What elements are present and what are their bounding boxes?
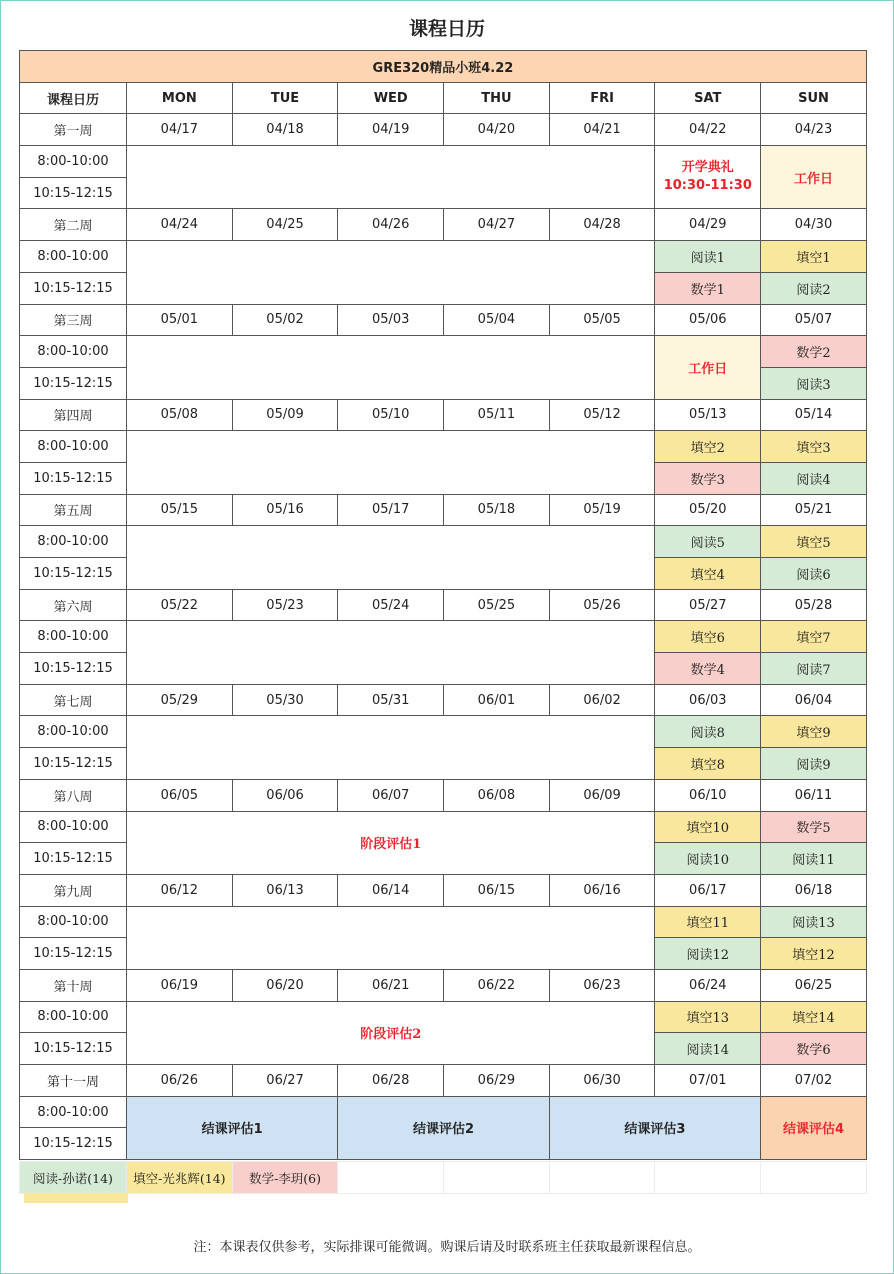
session-fill-blank: 填空3 [761, 431, 867, 463]
day-header-mon: MON [127, 82, 233, 114]
week-label: 第一周 [20, 114, 127, 146]
class-banner: GRE320精品小班4.22 [20, 51, 867, 83]
date-cell: 05/28 [761, 589, 867, 621]
time-slot-morning: 8:00-10:00 [20, 526, 127, 558]
session-math: 数学1 [655, 272, 761, 304]
week-label: 第二周 [20, 209, 127, 241]
session-fill-blank: 填空1 [761, 241, 867, 273]
date-cell: 05/26 [549, 589, 655, 621]
date-cell: 05/14 [761, 399, 867, 431]
session-math: 数学5 [761, 811, 867, 843]
time-slot-morning: 8:00-10:00 [20, 621, 127, 653]
session-reading: 阅读5 [655, 526, 761, 558]
date-cell: 06/19 [127, 969, 233, 1001]
opening-ceremony-label: 开学典礼 [681, 160, 734, 176]
final-evaluation-1: 结课评估1 [127, 1096, 338, 1159]
date-cell: 06/10 [655, 779, 761, 811]
session-math: 数学3 [655, 462, 761, 494]
workday-cell: 工作日 [655, 336, 761, 399]
time-slot-late-morning: 10:15-12:15 [20, 748, 127, 780]
date-cell: 05/10 [338, 399, 444, 431]
date-cell: 04/29 [655, 209, 761, 241]
day-header-fri: FRI [549, 82, 655, 114]
week-row [20, 684, 867, 716]
date-cell: 06/06 [232, 779, 338, 811]
date-cell: 05/24 [338, 589, 444, 621]
date-cell: 05/30 [232, 684, 338, 716]
date-cell: 05/09 [232, 399, 338, 431]
session-fill-blank: 填空4 [655, 558, 761, 590]
date-cell: 04/27 [444, 209, 550, 241]
weekday-block [127, 716, 655, 779]
date-cell: 05/20 [655, 494, 761, 526]
date-cell: 05/18 [444, 494, 550, 526]
date-cell: 06/08 [444, 779, 550, 811]
date-cell: 06/03 [655, 684, 761, 716]
date-cell: 05/19 [549, 494, 655, 526]
date-cell: 06/20 [232, 969, 338, 1001]
legend-math: 数学-李玥(6) [232, 1162, 338, 1194]
corner-header: 课程日历 [20, 82, 127, 114]
week-label: 第六周 [20, 589, 127, 621]
legend-reading: 阅读-孙诺(14) [20, 1162, 127, 1194]
date-cell: 06/28 [338, 1065, 444, 1097]
date-cell: 06/02 [549, 684, 655, 716]
time-slot-late-morning: 10:15-12:15 [20, 558, 127, 590]
week-label: 第九周 [20, 874, 127, 906]
date-cell: 04/23 [761, 114, 867, 146]
session-fill-blank: 填空13 [655, 1001, 761, 1033]
date-cell: 06/12 [127, 874, 233, 906]
week-row [20, 589, 867, 621]
date-cell: 06/13 [232, 874, 338, 906]
date-cell: 06/22 [444, 969, 550, 1001]
date-cell: 05/27 [655, 589, 761, 621]
session-fill-blank: 填空14 [761, 1001, 867, 1033]
date-cell: 06/24 [655, 969, 761, 1001]
session-fill-blank: 填空2 [655, 431, 761, 463]
date-cell: 05/15 [127, 494, 233, 526]
day-header-thu: THU [444, 82, 550, 114]
session-reading: 阅读11 [761, 843, 867, 875]
date-cell: 06/07 [338, 779, 444, 811]
session-reading: 阅读8 [655, 716, 761, 748]
date-cell: 04/26 [338, 209, 444, 241]
session-reading: 阅读12 [655, 938, 761, 970]
legend-empty [444, 1162, 550, 1194]
week-row [20, 304, 867, 336]
date-cell: 06/11 [761, 779, 867, 811]
week-label: 第五周 [20, 494, 127, 526]
weekday-block [127, 336, 655, 399]
date-cell: 05/01 [127, 304, 233, 336]
session-fill-blank: 填空6 [655, 621, 761, 653]
session-reading: 阅读9 [761, 748, 867, 780]
date-cell: 06/05 [127, 779, 233, 811]
day-header-sat: SAT [655, 82, 761, 114]
opening-ceremony-cell [655, 146, 761, 209]
time-slot-late-morning: 10:15-12:15 [20, 653, 127, 685]
legend-fill-blank: 填空-光兆辉(14) [127, 1162, 233, 1194]
date-cell: 04/17 [127, 114, 233, 146]
week-label: 第三周 [20, 304, 127, 336]
date-cell: 05/05 [549, 304, 655, 336]
stage-evaluation-1: 阶段评估1 [127, 811, 655, 874]
date-cell: 05/12 [549, 399, 655, 431]
date-cell: 06/29 [444, 1065, 550, 1097]
legend-empty [655, 1162, 761, 1194]
date-cell: 06/18 [761, 874, 867, 906]
time-slot-morning: 8:00-10:00 [20, 146, 127, 178]
week-label: 第八周 [20, 779, 127, 811]
date-cell: 04/22 [655, 114, 761, 146]
week-row [20, 209, 867, 241]
day-header-sun: SUN [761, 82, 867, 114]
week-label: 第十周 [20, 969, 127, 1001]
date-cell: 05/07 [761, 304, 867, 336]
time-slot-late-morning: 10:15-12:15 [20, 938, 127, 970]
session-reading: 阅读6 [761, 558, 867, 590]
time-slot-morning: 8:00-10:00 [20, 1001, 127, 1033]
week-label: 第十一周 [20, 1065, 127, 1097]
date-cell: 06/26 [127, 1065, 233, 1097]
time-slot-late-morning: 10:15-12:15 [20, 272, 127, 304]
legend-highlight-bar [24, 1193, 128, 1203]
date-cell: 06/23 [549, 969, 655, 1001]
session-fill-blank: 填空12 [761, 938, 867, 970]
session-math: 数学6 [761, 1033, 867, 1065]
date-cell: 06/30 [549, 1065, 655, 1097]
date-cell: 04/19 [338, 114, 444, 146]
date-cell: 05/16 [232, 494, 338, 526]
week-row [20, 779, 867, 811]
date-cell: 05/17 [338, 494, 444, 526]
date-cell: 06/17 [655, 874, 761, 906]
time-slot-morning: 8:00-10:00 [20, 811, 127, 843]
date-cell: 04/28 [549, 209, 655, 241]
date-cell: 06/16 [549, 874, 655, 906]
time-slot-late-morning: 10:15-12:15 [20, 177, 127, 209]
date-cell: 06/01 [444, 684, 550, 716]
session-reading: 阅读10 [655, 843, 761, 875]
time-slot-morning: 8:00-10:00 [20, 431, 127, 463]
date-cell: 06/15 [444, 874, 550, 906]
date-cell: 04/21 [549, 114, 655, 146]
time-slot-late-morning: 10:15-12:15 [20, 843, 127, 875]
week-row [20, 399, 867, 431]
page-title: 课程日历 [408, 18, 485, 40]
session-reading: 阅读7 [761, 653, 867, 685]
date-cell: 05/04 [444, 304, 550, 336]
date-cell: 04/18 [232, 114, 338, 146]
week-row [20, 1065, 867, 1097]
session-math: 数学4 [655, 653, 761, 685]
stage-evaluation-2: 阶段评估2 [127, 1001, 655, 1064]
date-cell: 05/02 [232, 304, 338, 336]
date-cell: 07/01 [655, 1065, 761, 1097]
date-cell: 05/31 [338, 684, 444, 716]
session-math: 数学2 [761, 336, 867, 368]
time-slot-late-morning: 10:15-12:15 [20, 1033, 127, 1065]
session-fill-blank: 填空9 [761, 716, 867, 748]
date-cell: 05/08 [127, 399, 233, 431]
teacher-legend [19, 1161, 867, 1194]
session-reading: 阅读2 [761, 272, 867, 304]
date-cell: 05/13 [655, 399, 761, 431]
session-fill-blank: 填空10 [655, 811, 761, 843]
week-row [20, 494, 867, 526]
legend-empty [549, 1162, 655, 1194]
time-slot-late-morning: 10:15-12:15 [20, 367, 127, 399]
day-header-wed: WED [338, 82, 444, 114]
time-slot-morning: 8:00-10:00 [20, 336, 127, 368]
week-label: 第七周 [20, 684, 127, 716]
workday-cell: 工作日 [761, 146, 867, 209]
session-reading: 阅读13 [761, 906, 867, 938]
week-row [20, 874, 867, 906]
week-row [20, 969, 867, 1001]
date-cell: 05/29 [127, 684, 233, 716]
date-cell: 05/25 [444, 589, 550, 621]
time-slot-morning: 8:00-10:00 [20, 1096, 127, 1128]
session-fill-blank: 填空7 [761, 621, 867, 653]
weekday-block [127, 431, 655, 494]
week-label: 第四周 [20, 399, 127, 431]
weekday-block [127, 146, 655, 209]
weekday-block [127, 526, 655, 589]
final-evaluation-2: 结课评估2 [338, 1096, 549, 1159]
day-header-tue: TUE [232, 82, 338, 114]
legend-empty [761, 1162, 867, 1194]
session-reading: 阅读3 [761, 367, 867, 399]
time-slot-morning: 8:00-10:00 [20, 716, 127, 748]
date-cell: 05/21 [761, 494, 867, 526]
date-cell: 04/20 [444, 114, 550, 146]
schedule-table [19, 50, 867, 1160]
weekday-block [127, 621, 655, 684]
date-cell: 04/30 [761, 209, 867, 241]
session-fill-blank: 填空8 [655, 748, 761, 780]
date-cell: 06/14 [338, 874, 444, 906]
session-fill-blank: 填空5 [761, 526, 867, 558]
opening-ceremony-time: 10:30-11:30 [663, 178, 752, 194]
date-cell: 04/24 [127, 209, 233, 241]
time-slot-morning: 8:00-10:00 [20, 906, 127, 938]
date-cell: 04/25 [232, 209, 338, 241]
date-cell: 06/21 [338, 969, 444, 1001]
final-evaluation-4: 结课评估4 [761, 1096, 867, 1159]
weekday-block [127, 906, 655, 969]
legend-empty [338, 1162, 444, 1194]
date-cell: 05/22 [127, 589, 233, 621]
date-cell: 06/09 [549, 779, 655, 811]
date-cell: 05/06 [655, 304, 761, 336]
date-cell: 07/02 [761, 1065, 867, 1097]
time-slot-late-morning: 10:15-12:15 [20, 1128, 127, 1160]
time-slot-morning: 8:00-10:00 [20, 241, 127, 273]
weekday-block [127, 241, 655, 304]
time-slot-late-morning: 10:15-12:15 [20, 462, 127, 494]
date-cell: 05/03 [338, 304, 444, 336]
week-row [20, 114, 867, 146]
date-cell: 06/25 [761, 969, 867, 1001]
session-fill-blank: 填空11 [655, 906, 761, 938]
date-cell: 06/04 [761, 684, 867, 716]
date-cell: 05/23 [232, 589, 338, 621]
final-evaluation-3: 结课评估3 [549, 1096, 760, 1159]
session-reading: 阅读4 [761, 462, 867, 494]
session-reading: 阅读14 [655, 1033, 761, 1065]
date-cell: 05/11 [444, 399, 550, 431]
session-reading: 阅读1 [655, 241, 761, 273]
footnote: 注：本课表仅供参考，实际排课可能微调。购课后请及时联系班主任获取最新课程信息。 [193, 1240, 701, 1255]
date-cell: 06/27 [232, 1065, 338, 1097]
